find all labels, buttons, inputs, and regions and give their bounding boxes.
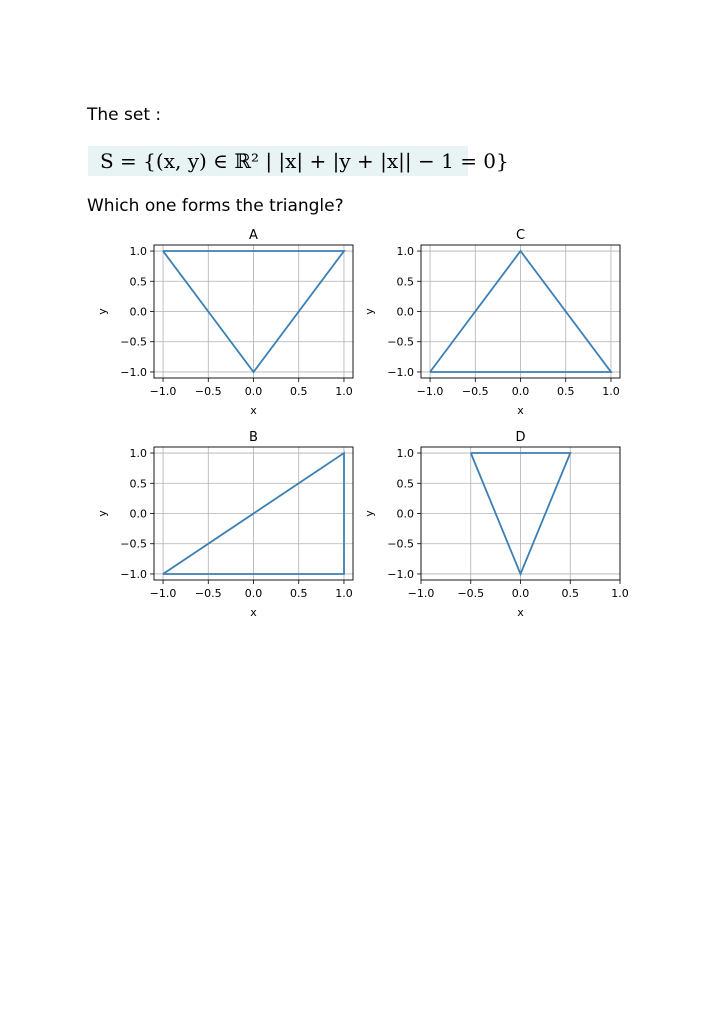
plot-c-xtick-label: 0.5	[556, 385, 575, 398]
plot-a-xtick-label: 0.0	[244, 385, 263, 398]
plot-c-ytick-label: 0.0	[396, 305, 414, 319]
plot-a-ytick-label: 0.5	[129, 275, 147, 289]
plot-b-xlabel: x	[250, 606, 257, 619]
plot-b	[96, 430, 353, 619]
plot-b-ytick-label: 1.0	[129, 447, 147, 461]
plot-c-ytick-label: −1.0	[387, 365, 414, 379]
plot-d-xtick-label: 0.0	[511, 587, 530, 600]
plot-d	[363, 430, 629, 619]
plot-c-xtick-label: 1.0	[602, 385, 620, 398]
plot-b-xtick-label: 0.5	[289, 587, 308, 600]
plot-c-title: C	[515, 228, 526, 243]
plot-d-xtick-label: −0.5	[457, 587, 485, 600]
plot-b-ytick-label: 0.0	[129, 507, 147, 521]
plot-d-ytick-label: 1.0	[396, 447, 414, 461]
plot-a-xtick-label: 0.5	[289, 385, 308, 398]
plot-a-ytick-label: −0.5	[120, 335, 147, 349]
plot-d-title: D	[515, 430, 526, 445]
set-formula-text: S = {(x, y) ∈ ℝ² | |x| + |y + |x|| − 1 = 0}	[100, 149, 509, 173]
plot-d-xtick-label: 1.0	[611, 587, 629, 600]
plot-b-ytick-label: −0.5	[120, 537, 147, 551]
plot-c-xtick-label: −1.0	[416, 385, 444, 398]
plot-a	[96, 228, 353, 417]
plot-b-title: B	[249, 430, 258, 445]
plot-b-ylabel: y	[96, 510, 109, 517]
question-text: Which one forms the triangle?	[87, 196, 344, 216]
plot-d-ytick-label: −1.0	[387, 567, 414, 581]
plot-a-xlabel: x	[250, 404, 257, 417]
plot-c-ytick-label: 0.5	[396, 275, 414, 289]
plot-a-xtick-label: −1.0	[149, 385, 177, 398]
plot-c-xlabel: x	[517, 404, 524, 417]
plot-d-ytick-label: 0.5	[396, 477, 414, 491]
plot-a-ylabel: y	[96, 308, 109, 315]
plot-a-xtick-label: −0.5	[194, 385, 222, 398]
plot-a-ytick-label: −1.0	[120, 365, 147, 379]
intro-text: The set :	[87, 105, 162, 125]
plot-a-ytick-label: 0.0	[129, 305, 147, 319]
plot-b-xtick-label: 0.0	[244, 587, 263, 600]
plot-d-ytick-label: 0.0	[396, 507, 414, 521]
plot-d-xtick-label: −1.0	[407, 587, 435, 600]
plot-d-xlabel: x	[517, 606, 524, 619]
plot-c-xtick-label: −0.5	[461, 385, 489, 398]
plot-a-ytick-label: 1.0	[129, 245, 147, 259]
plot-a-xtick-label: 1.0	[335, 385, 353, 398]
plot-c-ylabel: y	[363, 308, 376, 315]
plot-b-ytick-label: −1.0	[120, 567, 147, 581]
plot-d-xtick-label: 0.5	[561, 587, 579, 600]
plot-c-ytick-label: −0.5	[387, 335, 414, 349]
plot-d-ylabel: y	[363, 510, 376, 517]
plot-b-ytick-label: 0.5	[129, 477, 147, 491]
plot-c	[363, 228, 620, 417]
plot-c-xtick-label: 0.0	[511, 385, 530, 398]
plot-b-xtick-label: −1.0	[149, 587, 177, 600]
plot-a-title: A	[249, 228, 258, 243]
plot-b-xtick-label: −0.5	[194, 587, 222, 600]
plot-d-ytick-label: −0.5	[387, 537, 414, 551]
plot-c-ytick-label: 1.0	[396, 245, 414, 259]
plot-b-xtick-label: 1.0	[335, 587, 353, 600]
